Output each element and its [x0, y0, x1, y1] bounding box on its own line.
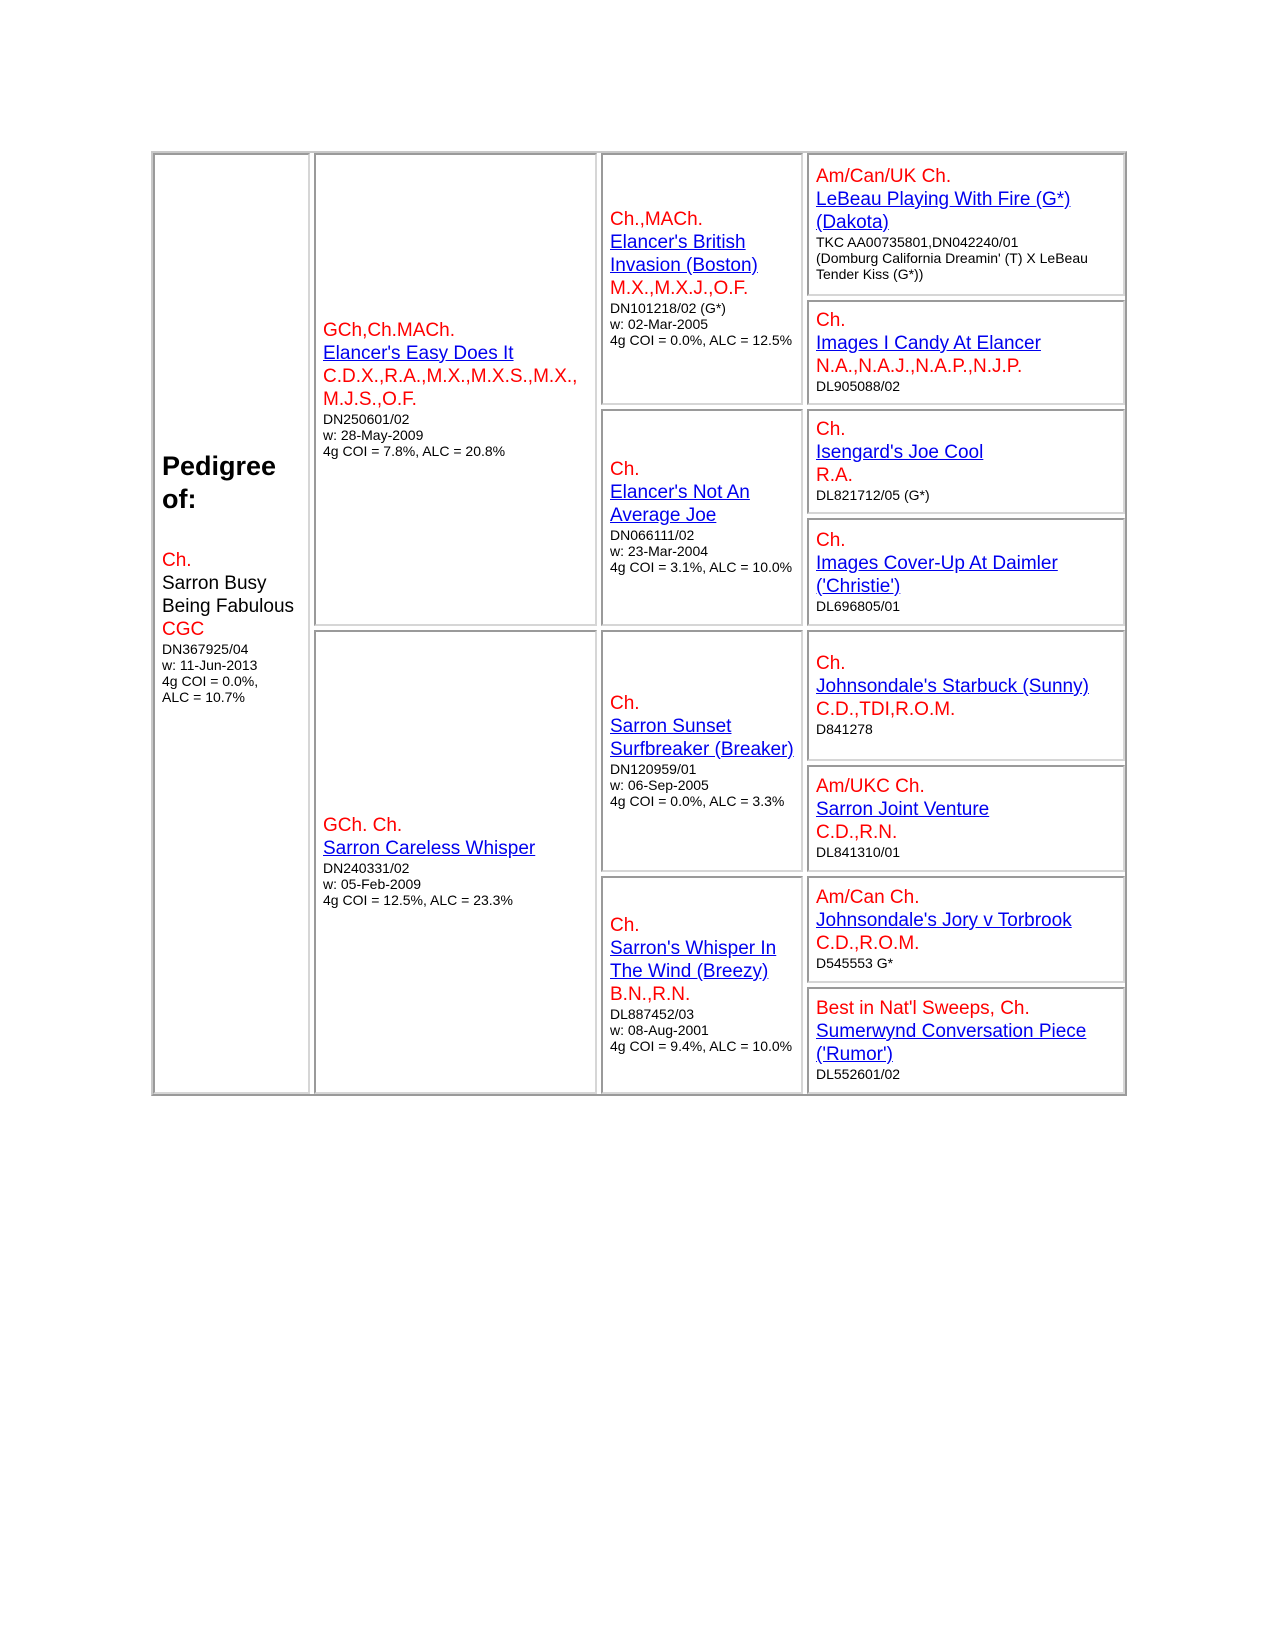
dss-title: Ch. [816, 653, 846, 674]
dam-whelp-date: w: 05-Feb-2009 [323, 876, 422, 892]
sire-coi: 4g COI = 7.8%, ALC = 20.8% [323, 442, 506, 459]
sire-sire-whelp-date: w: 02-Mar-2005 [610, 316, 709, 332]
dss-registration: D841278 [816, 721, 873, 737]
dds-title: Am/Can Ch. [816, 887, 920, 908]
sss-title: Am/Can/UK Ch. [816, 166, 952, 187]
subject-cell [153, 153, 310, 1094]
dam-dam-whelp-date: w: 08-Aug-2001 [610, 1022, 709, 1038]
ddd-title: Best in Nat'l Sweeps, Ch. [816, 998, 1030, 1019]
sire-cell [314, 153, 597, 626]
sire-registration: DN250601/02 [323, 410, 410, 427]
dss-suffix: C.D.,TDI,R.O.M. [816, 699, 956, 720]
dsd-link[interactable]: Sarron Joint Venture [816, 799, 990, 820]
sds-registration: DL821712/05 (G*) [816, 487, 930, 503]
sss-registration: TKC AA00735801,DN042240/01 [816, 234, 1019, 250]
sss-parentage: (Domburg California Dreamin' (T) X LeBeau Tender Kiss (G*)) [816, 250, 1088, 282]
sire-sire-title: Ch.,MACh. [610, 209, 703, 230]
dam-sire-link[interactable]: Sarron Sunset Surfbreaker (Breaker) [610, 715, 794, 760]
dam-sire-coi: 4g COI = 0.0%, ALC = 3.3% [610, 792, 785, 809]
dam-coi: 4g COI = 12.5%, ALC = 23.3% [323, 892, 513, 908]
dam-sire-title: Ch. [610, 692, 640, 714]
dam-link[interactable]: Sarron Careless Whisper [323, 838, 536, 859]
sire-dam-sire-cell [807, 409, 1125, 514]
dsd-title: Am/UKC Ch. [816, 776, 925, 797]
ssd-registration: DL905088/02 [816, 378, 901, 394]
sdd-registration: DL696805/01 [816, 597, 901, 614]
dam-cell [314, 630, 597, 1094]
dam-dam-coi: 4g COI = 9.4%, ALC = 10.0% [610, 1038, 793, 1054]
subject-name: Sarron Busy Being Fabulous [162, 573, 295, 617]
sds-suffix: R.A. [816, 465, 853, 486]
dam-dam-cell [601, 876, 803, 1094]
pedigree-heading: Pedigree of: [162, 451, 277, 514]
dsd-suffix: C.D.,R.N. [816, 822, 898, 843]
subject-title: Ch. [162, 550, 192, 571]
ddd-registration: DL552601/02 [816, 1066, 901, 1082]
subject-registration: DN367925/04 [162, 641, 249, 657]
dds-link[interactable]: Johnsondale's Jory v Torbrook [816, 910, 1072, 931]
dsd-registration: DL841310/01 [816, 844, 901, 860]
sire-title: GCh,Ch.MACh. [323, 319, 455, 341]
sire-sire-dam-cell [807, 300, 1125, 405]
sds-link[interactable]: Isengard's Joe Cool [816, 442, 984, 463]
sdd-link[interactable]: Images Cover-Up At Daimler ('Christie') [816, 552, 1058, 597]
pedigree-table [151, 151, 1127, 1096]
sds-title: Ch. [816, 419, 846, 440]
dam-title: GCh. Ch. [323, 815, 403, 836]
ssd-suffix: N.A.,N.A.J.,N.A.P.,N.J.P. [816, 356, 1023, 377]
subject-whelp-date: w: 11-Jun-2013 [162, 657, 258, 673]
sire-sire-registration: DN101218/02 (G*) [610, 300, 726, 316]
ssd-title: Ch. [816, 310, 846, 331]
sire-dam-cell [601, 409, 803, 626]
sdd-title: Ch. [816, 529, 846, 551]
sire-sire-suffix: M.X.,M.X.J.,O.F. [610, 278, 749, 299]
sire-sire-cell [601, 153, 803, 405]
sire-dam-link[interactable]: Elancer's Not An Average Joe [610, 482, 750, 526]
dam-sire-registration: DN120959/01 [610, 760, 697, 777]
subject-coi: 4g COI = 0.0%, [162, 673, 259, 689]
dam-sire-cell [601, 630, 803, 872]
sire-sire-sire-cell [807, 153, 1125, 296]
sire-dam-coi: 4g COI = 3.1%, ALC = 10.0% [610, 559, 793, 575]
sss-link[interactable]: LeBeau Playing With Fire (G*) (Dakota) [816, 189, 1071, 233]
dam-dam-dam-cell [807, 987, 1125, 1094]
sire-dam-title: Ch. [610, 459, 640, 480]
sire-suffix: C.D.X.,R.A.,M.X.,M.X.S.,M.X.,M.J.S.,O.F. [323, 365, 578, 410]
sire-link[interactable]: Elancer's Easy Does It [323, 342, 514, 364]
dds-registration: D545553 G* [816, 955, 894, 971]
sire-whelp-date: w: 28-May-2009 [323, 426, 424, 443]
dam-dam-suffix: B.N.,R.N. [610, 984, 691, 1005]
dam-registration: DN240331/02 [323, 860, 410, 876]
dam-dam-title: Ch. [610, 915, 640, 936]
dam-dam-registration: DL887452/03 [610, 1006, 695, 1022]
dam-dam-sire-cell [807, 876, 1125, 983]
dam-dam-link[interactable]: Sarron's Whisper In The Wind (Breezy) [610, 938, 777, 982]
sire-sire-link[interactable]: Elancer's British Invasion (Boston) [610, 232, 758, 276]
dam-sire-dam-cell [807, 765, 1125, 872]
ssd-link[interactable]: Images I Candy At Elancer [816, 333, 1041, 354]
subject-alc: ALC = 10.7% [162, 689, 245, 705]
dam-sire-whelp-date: w: 06-Sep-2005 [610, 776, 709, 793]
sire-dam-whelp-date: w: 23-Mar-2004 [610, 543, 709, 559]
subject-suffix: CGC [162, 619, 205, 640]
ddd-link[interactable]: Sumerwynd Conversation Piece ('Rumor') [816, 1021, 1087, 1065]
dam-sire-sire-cell [807, 630, 1125, 761]
sire-dam-dam-cell [807, 518, 1125, 626]
dds-suffix: C.D.,R.O.M. [816, 933, 920, 954]
dss-link[interactable]: Johnsondale's Starbuck (Sunny) [816, 676, 1089, 697]
sire-dam-registration: DN066111/02 [610, 527, 695, 543]
sire-sire-coi: 4g COI = 0.0%, ALC = 12.5% [610, 332, 793, 348]
